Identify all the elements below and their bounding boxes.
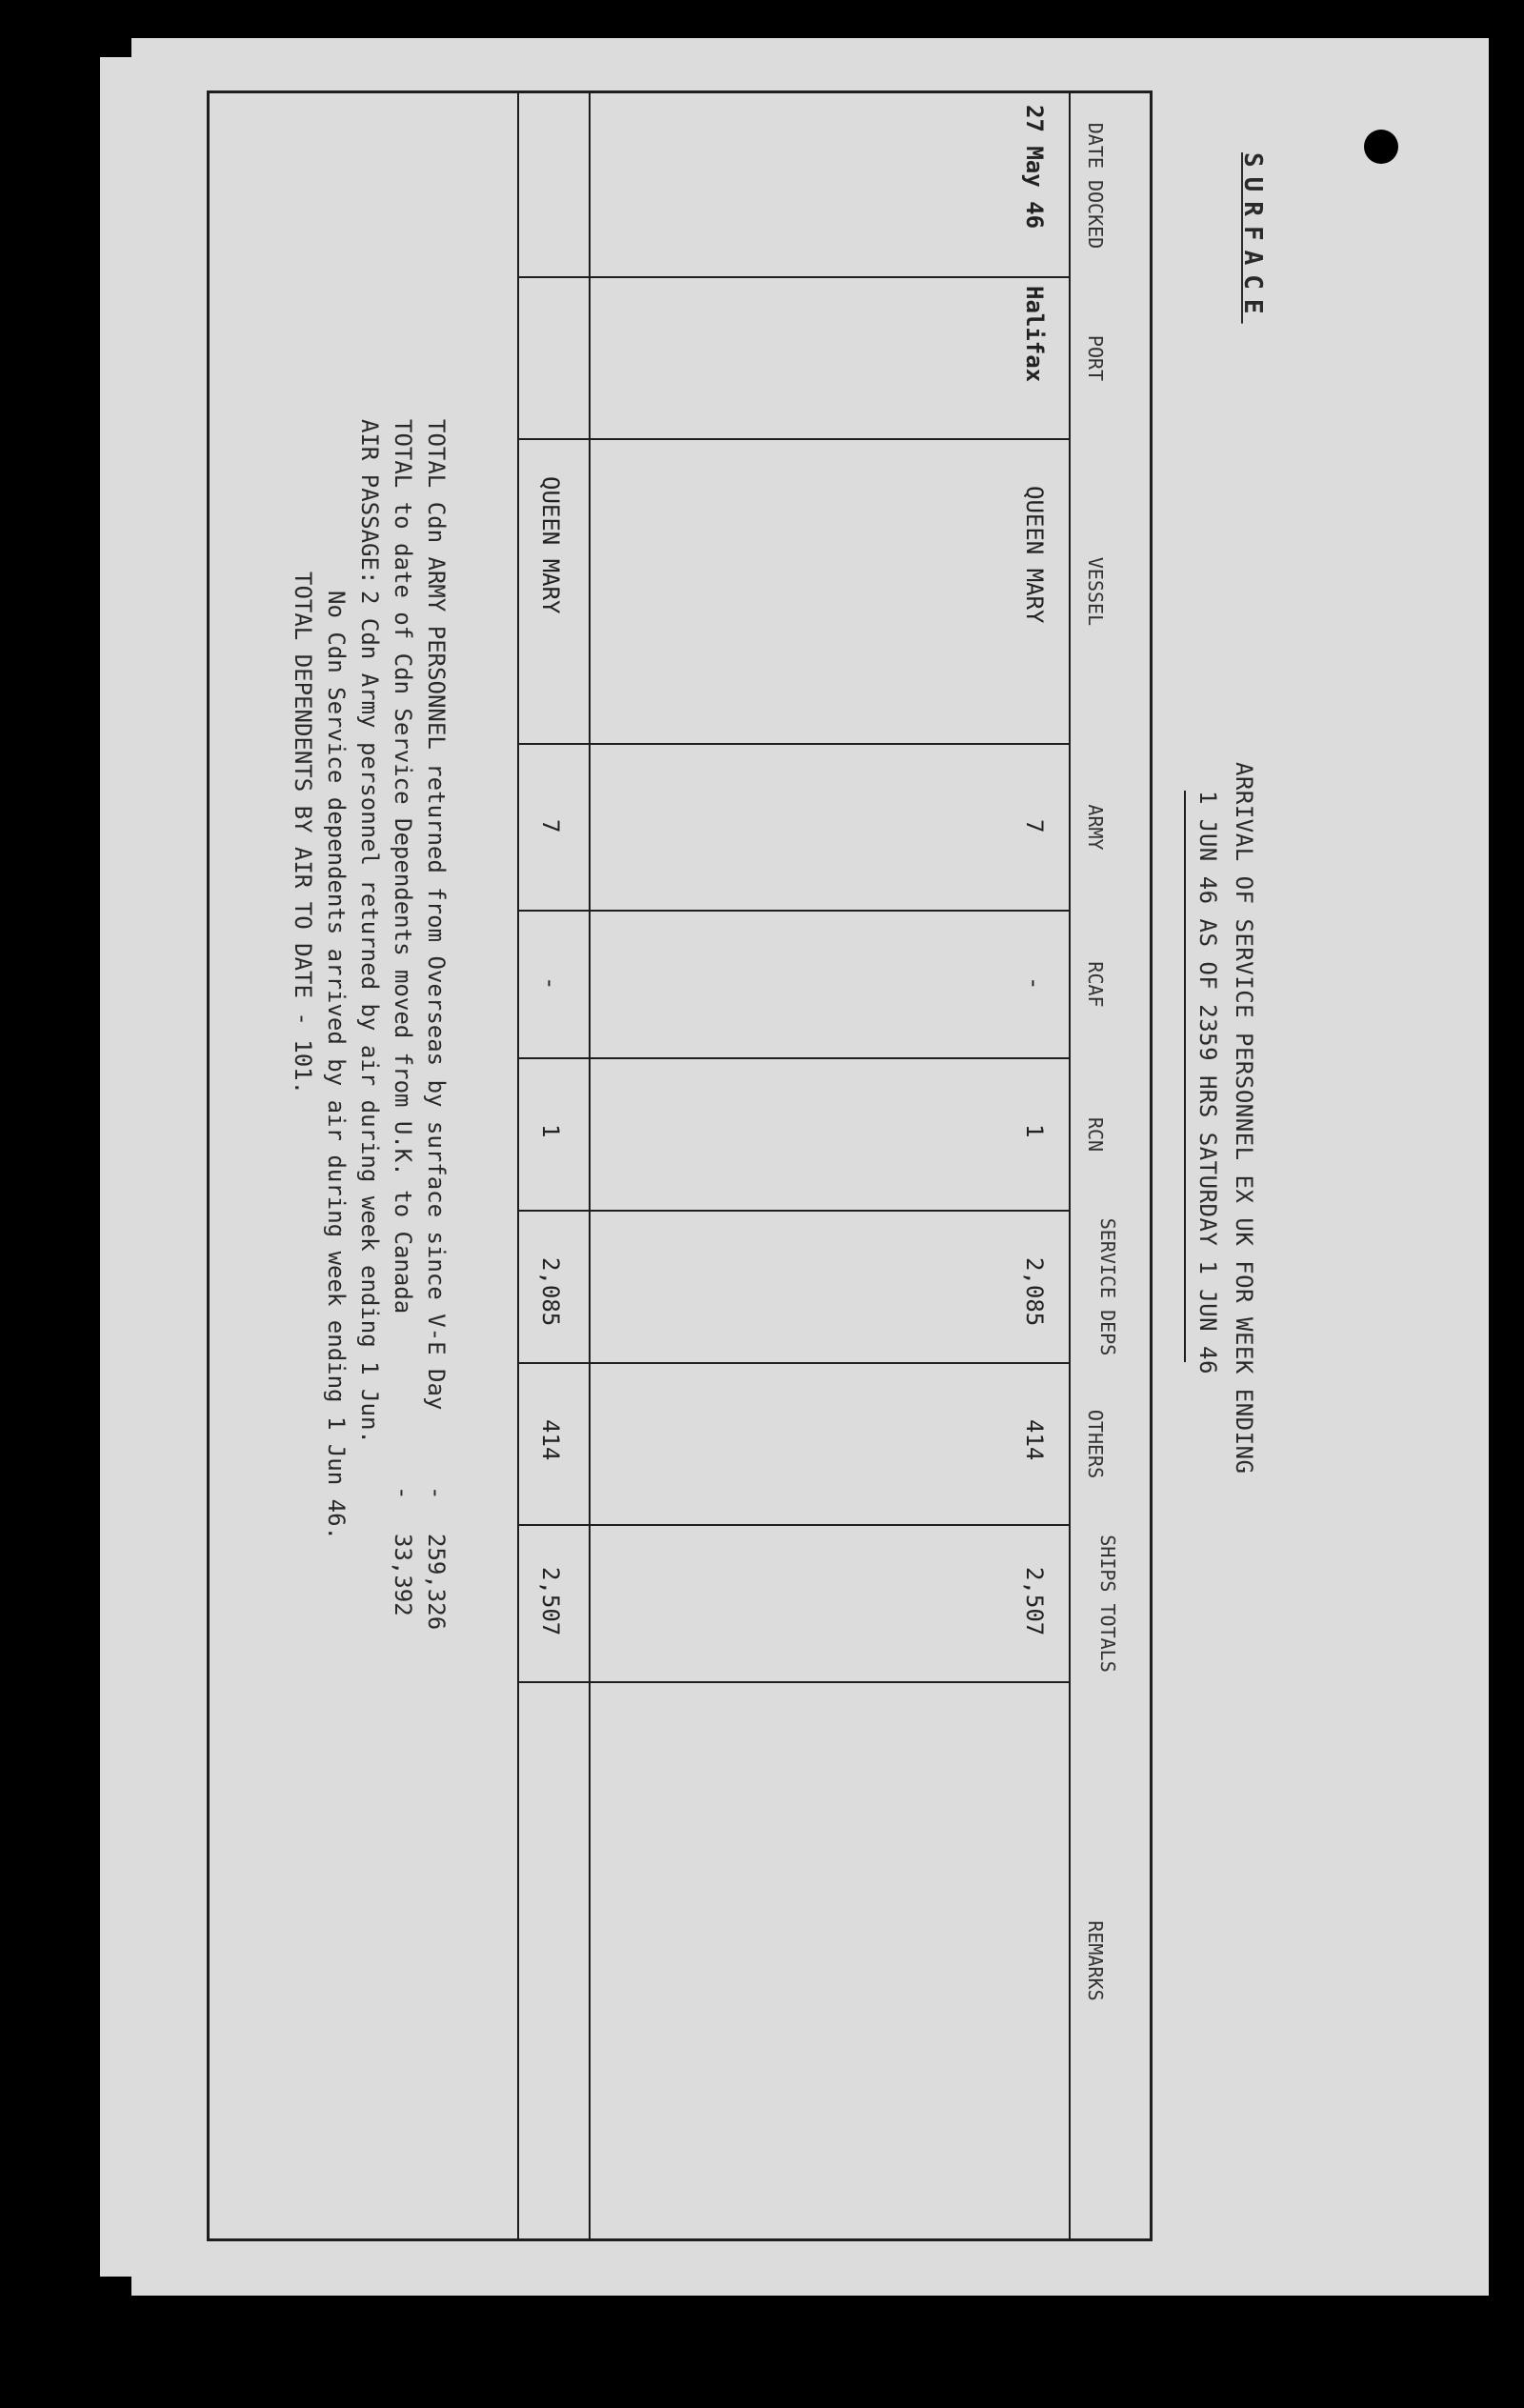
header-army: ARMY (1084, 804, 1107, 851)
totals-divider (517, 90, 519, 2238)
header-remarks: REMARKS (1084, 1920, 1107, 2001)
header-rcaf: RCAF (1084, 961, 1107, 1008)
section-label: SURFACE (1238, 152, 1267, 324)
header-rcn: RCN (1084, 1116, 1107, 1153)
table-bottom-border (207, 90, 210, 2238)
row-divider (589, 90, 591, 2238)
col-divider (518, 438, 1071, 440)
row-vessel: QUEEN MARY (1021, 486, 1048, 624)
total-ships-totals: 2,507 (537, 1567, 564, 1636)
header-divider (1069, 90, 1071, 2238)
title-underline (1184, 791, 1186, 1362)
table-top-border (1150, 90, 1153, 2238)
row-port: Halifax (1021, 286, 1048, 383)
air-passage-label: AIR PASSAGE: (356, 419, 383, 585)
header-ships-totals: SHIPS TOTALS (1096, 1535, 1119, 1673)
row-others: 414 (1021, 1419, 1048, 1461)
note-total-army-text: TOTAL Cdn ARMY PERSONNEL returned from Overseas by surface since V-E Day (423, 419, 450, 1411)
row-rcaf: - (1021, 976, 1048, 991)
col-divider (518, 1524, 1071, 1526)
table-right-border (207, 2238, 1153, 2241)
document-subtitle: 1 JUN 46 AS OF 2359 HRS SATURDAY 1 JUN 46 (1194, 791, 1221, 1375)
total-vessel: QUEEN MARY (537, 476, 564, 614)
total-service-deps: 2,085 (537, 1257, 564, 1327)
note-total-army-dash: - (423, 1486, 450, 1500)
row-rcn: 1 (1021, 1124, 1048, 1138)
header-service-deps: SERVICE DEPS (1096, 1217, 1119, 1356)
col-divider (518, 1057, 1071, 1059)
total-rcn: 1 (537, 1124, 564, 1138)
header-date-docked: DATE DOCKED (1084, 122, 1107, 250)
row-service-deps: 2,085 (1021, 1257, 1048, 1327)
total-others: 414 (537, 1419, 564, 1461)
col-divider (518, 1362, 1071, 1364)
note-total-deps-dash: - (390, 1486, 416, 1500)
header-port: PORT (1084, 334, 1107, 382)
header-others: OTHERS (1084, 1409, 1107, 1479)
dependents-total: TOTAL DEPENDENTS BY AIR TO DATE - 101. (290, 572, 316, 1095)
total-army: 7 (537, 819, 564, 833)
note-total-deps-text: TOTAL to date of Cdn Service Dependents moved from U.K. to Canada (390, 419, 416, 1314)
table-left-border (207, 90, 1153, 93)
row-date-docked: 27 May 46 (1021, 105, 1048, 230)
document-title: ARRIVAL OF SERVICE PERSONNEL EX UK FOR WEEK ENDING (1231, 762, 1257, 1475)
header-vessel: VESSEL (1084, 556, 1107, 627)
col-divider (518, 743, 1071, 745)
col-divider (518, 1210, 1071, 1212)
air-passage-line2: No Cdn Service dependents arrived by air during week ending 1 Jun 46. (323, 591, 350, 1540)
note-total-army-value: 259,326 (423, 1534, 450, 1631)
note-total-deps-value: 33,392 (390, 1534, 416, 1616)
note-total-army (423, 419, 450, 1410)
row-ships-totals: 2,507 (1021, 1567, 1048, 1636)
air-passage-line1: 2 Cdn Army personnel returned by air during week ending 1 Jun. (356, 591, 383, 1444)
row-army: 7 (1021, 819, 1048, 833)
col-divider (518, 910, 1071, 912)
total-rcaf: - (537, 976, 564, 991)
col-divider (518, 1681, 1071, 1683)
col-divider (518, 276, 1071, 278)
